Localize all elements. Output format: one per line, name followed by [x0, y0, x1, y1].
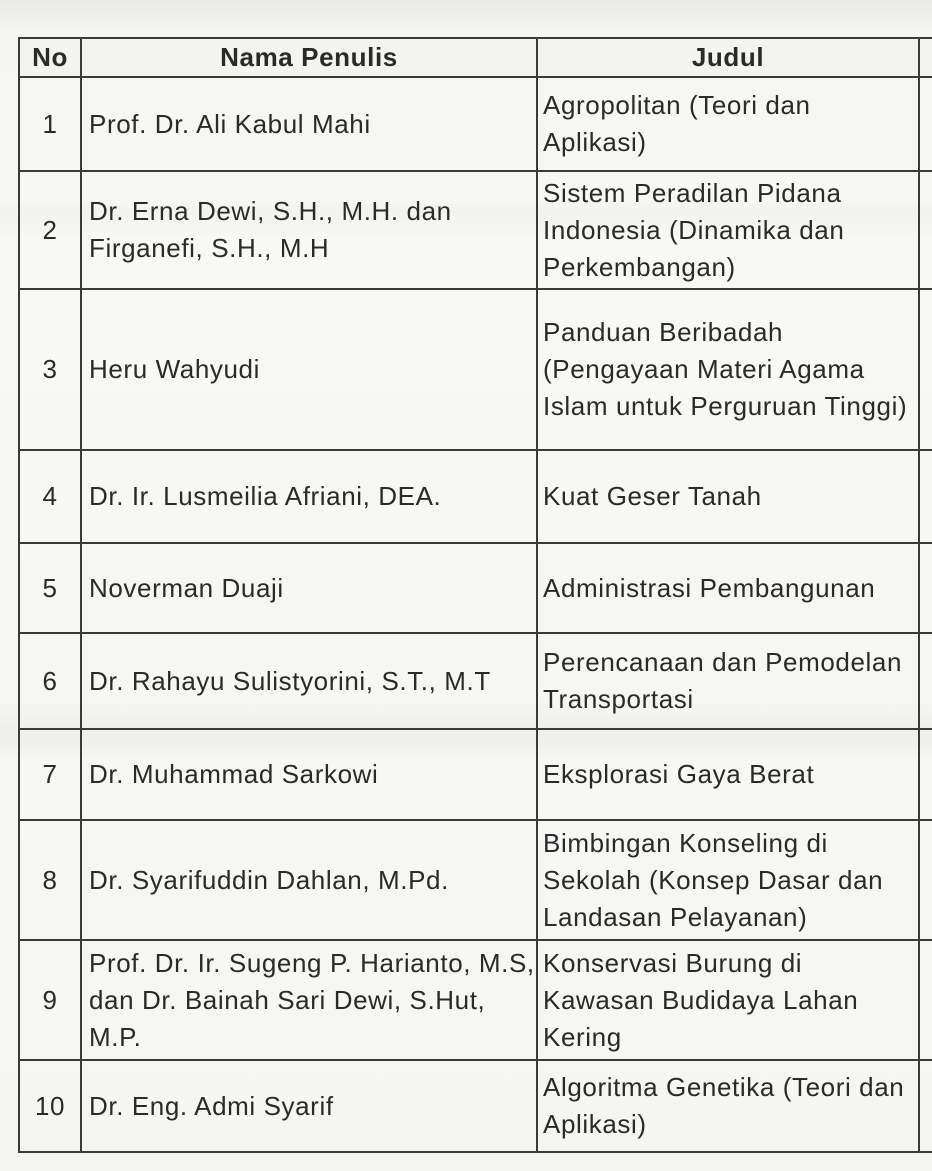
- table-row: [19, 171, 932, 289]
- book-title: Sistem Peradilan Pidana Indonesia (Dinamika dan Perkembangan): [537, 171, 919, 289]
- extra-cell: [919, 450, 932, 543]
- table-row: [19, 543, 932, 633]
- row-number: 2: [19, 171, 81, 289]
- row-number: 5: [19, 543, 81, 633]
- extra-cell: [919, 729, 932, 820]
- author-name: Noverman Duaji: [81, 543, 537, 633]
- table-row: [19, 1060, 932, 1152]
- extra-cell: [919, 289, 932, 450]
- row-number: 6: [19, 633, 81, 729]
- table-row: [19, 77, 932, 171]
- table-row: [19, 289, 932, 450]
- book-title: Konservasi Burung di Kawasan Budidaya Lahan Kering: [537, 940, 919, 1060]
- header-title: Judul: [537, 38, 919, 77]
- header-extra-column: [919, 38, 932, 77]
- book-title: Eksplorasi Gaya Berat: [537, 729, 919, 820]
- table-header-row: [19, 38, 932, 77]
- author-name: Dr. Erna Dewi, S.H., M.H. dan Firganefi, S.H., M.H: [81, 171, 537, 289]
- extra-cell: [919, 940, 932, 1060]
- author-name: Dr. Rahayu Sulistyorini, S.T., M.T: [81, 633, 537, 729]
- book-title: Bimbingan Konseling di Sekolah (Konsep Dasar dan Landasan Pelayanan): [537, 820, 919, 940]
- extra-cell: [919, 820, 932, 940]
- extra-cell: [919, 1060, 932, 1152]
- author-book-table: [18, 37, 932, 1153]
- table-row: [19, 450, 932, 543]
- table-row: [19, 940, 932, 1060]
- extra-cell: [919, 633, 932, 729]
- table-row: [19, 633, 932, 729]
- header-author-name: Nama Penulis: [81, 38, 537, 77]
- extra-cell: [919, 543, 932, 633]
- book-title: Panduan Beribadah (Pengayaan Materi Agama Islam untuk Perguruan Tinggi): [537, 289, 919, 450]
- author-name: Prof. Dr. Ali Kabul Mahi: [81, 77, 537, 171]
- author-name: Heru Wahyudi: [81, 289, 537, 450]
- author-name: Prof. Dr. Ir. Sugeng P. Harianto, M.S, dan Dr. Bainah Sari Dewi, S.Hut, M.P.: [81, 940, 537, 1060]
- author-name: Dr. Muhammad Sarkowi: [81, 729, 537, 820]
- header-no: No: [19, 38, 81, 77]
- row-number: 4: [19, 450, 81, 543]
- book-title: Agropolitan (Teori dan Aplikasi): [537, 77, 919, 171]
- row-number: 10: [19, 1060, 81, 1152]
- row-number: 1: [19, 77, 81, 171]
- row-number: 7: [19, 729, 81, 820]
- extra-cell: [919, 77, 932, 171]
- book-title: Administrasi Pembangunan: [537, 543, 919, 633]
- author-name: Dr. Syarifuddin Dahlan, M.Pd.: [81, 820, 537, 940]
- table-row: [19, 729, 932, 820]
- author-name: Dr. Ir. Lusmeilia Afriani, DEA.: [81, 450, 537, 543]
- author-name: Dr. Eng. Admi Syarif: [81, 1060, 537, 1152]
- book-title: Perencanaan dan Pemodelan Transportasi: [537, 633, 919, 729]
- table-row: [19, 820, 932, 940]
- book-title: Kuat Geser Tanah: [537, 450, 919, 543]
- row-number: 8: [19, 820, 81, 940]
- extra-cell: [919, 171, 932, 289]
- row-number: 3: [19, 289, 81, 450]
- book-title: Algoritma Genetika (Teori dan Aplikasi): [537, 1060, 919, 1152]
- row-number: 9: [19, 940, 81, 1060]
